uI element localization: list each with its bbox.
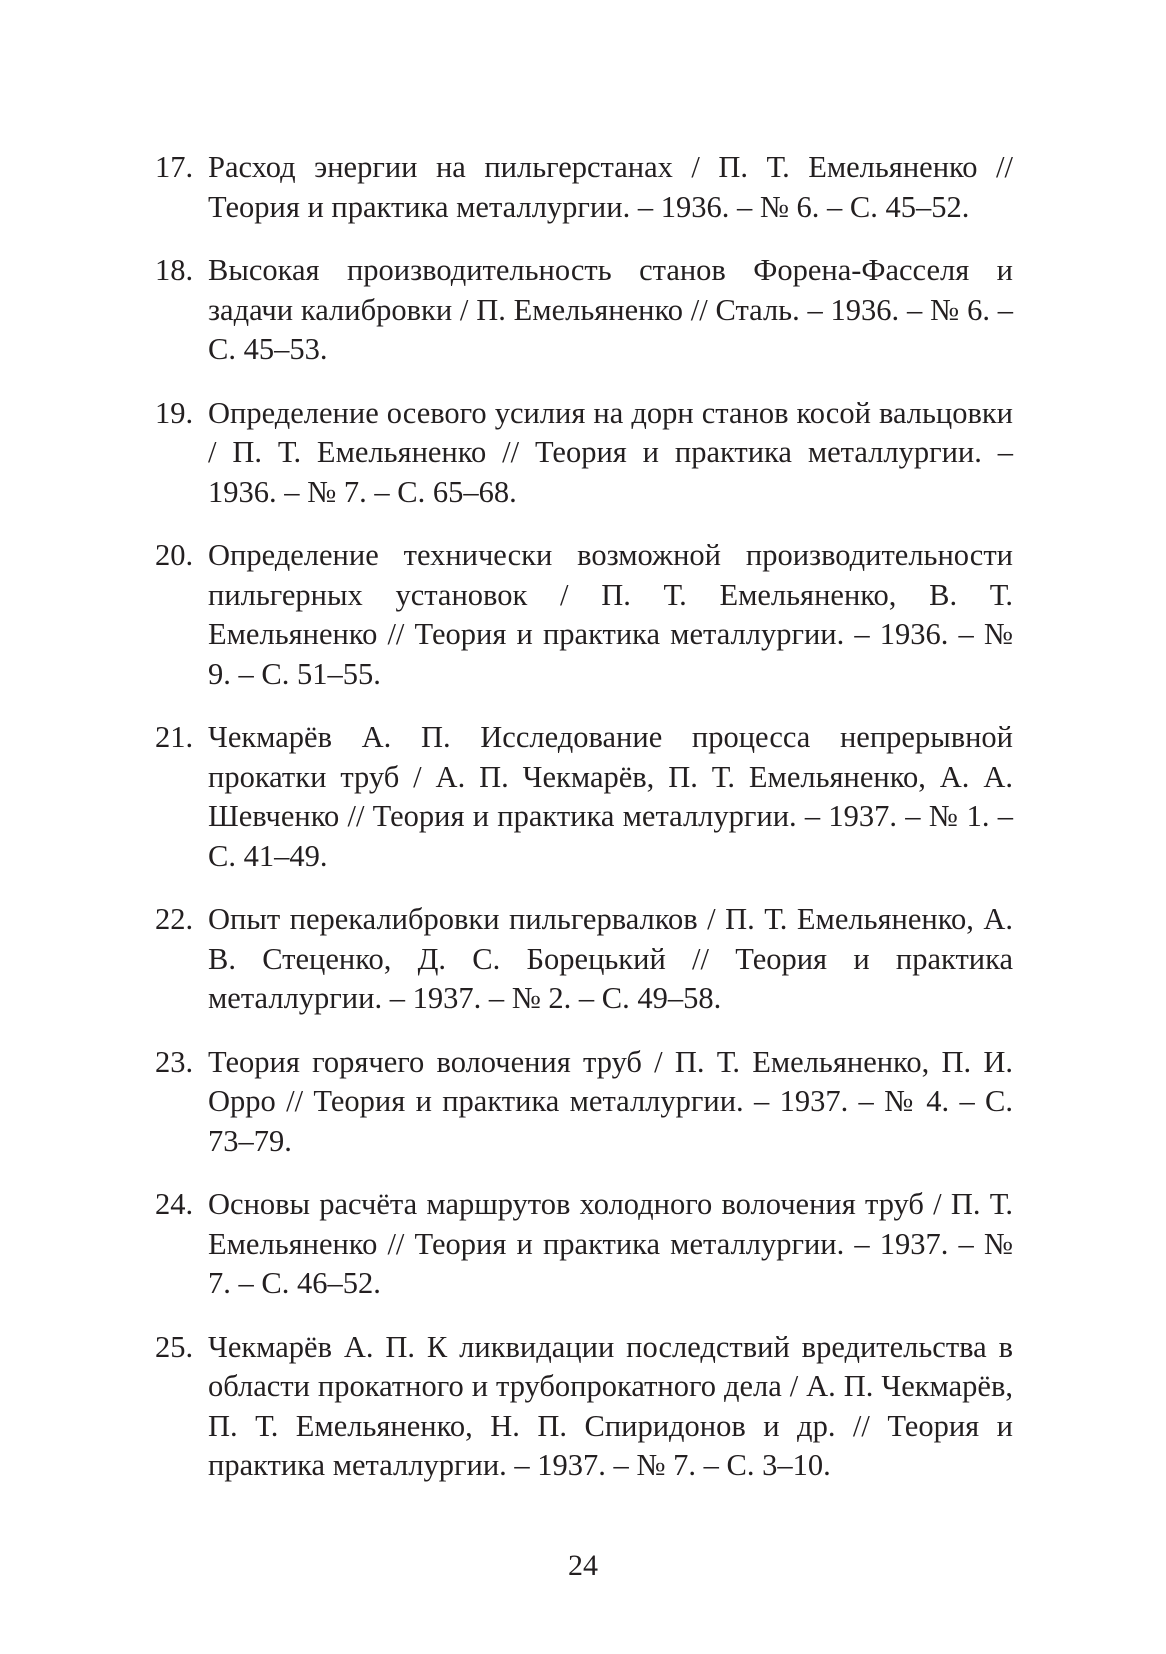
entry-number: 19. <box>155 395 194 430</box>
entry-text: Чекмарёв А. П. К ликвидации последствий вредительства в области прокатного и трубопрокатного дела / А. П. Чекмарёв, П. Т. Емельяненко, Н. П. Спиридонов и др. // Теория и практика металлургии. – 1937. – № 7. – С. 3–10. <box>208 1329 1013 1482</box>
entry-text: Опыт перекалибровки пильгервалков / П. Т. Емельяненко, А. В. Стеценко, Д. С. Борецький // Теория и практика металлургии. – 1937. – № 2. – С. 49–58. <box>208 902 1013 1015</box>
entry-text: Высокая производительность станов Форена-Фасселя и задачи калибровки / П. Емельяненко // Сталь. – 1936. – № 6. – С. 45–53. <box>208 253 1013 366</box>
bibliography-entry-24 <box>155 1185 1013 1304</box>
bibliography-entry-25 <box>155 1328 1013 1486</box>
bibliography-entry-17 <box>155 148 1013 227</box>
bibliography-list <box>155 148 1013 1510</box>
entry-text: Определение осевого усилия на дорн станов косой вальцовки / П. Т. Емельяненко // Теория и практика металлургии. – 1936. – № 7. – С. 65–68. <box>208 395 1013 509</box>
entry-text: Чекмарёв А. П. Исследование процесса непрерывной прокатки труб / А. П. Чекмарёв, П. Т. Емельяненко, А. А. Шевченко // Теория и практика металлургии. – 1937. – № 1. – С. 41–49. <box>208 720 1013 873</box>
page-number: 24 <box>568 1549 598 1582</box>
bibliography-entry-23 <box>155 1043 1013 1162</box>
entry-number: 25. <box>155 1329 194 1364</box>
bibliography-entry-20 <box>155 536 1013 694</box>
entry-number: 22. <box>155 902 194 936</box>
entry-number: 24. <box>155 1187 194 1221</box>
bibliography-entry-19 <box>155 394 1013 513</box>
entry-text: Расход энергии на пильгерстанах / П. Т. Емельяненко // Теория и практика металлургии. – 1936. – № 6. – С. 45–52. <box>208 150 1013 224</box>
bibliography-entry-18 <box>155 251 1013 370</box>
bibliography-entry-21 <box>155 718 1013 876</box>
entry-text: Основы расчёта маршрутов холодного волочения труб / П. Т. Емельяненко // Теория и практика металлургии. – 1937. – № 7. – С. 46–52. <box>208 1187 1013 1300</box>
entry-number: 23. <box>155 1044 194 1079</box>
bibliography-entry-22 <box>155 900 1013 1019</box>
entry-text: Определение технически возможной производительности пильгерных установок / П. Т. Емельяненко, В. Т. Емельяненко // Теория и практика металлургии. – 1936. – № 9. – С. 51–55. <box>208 538 1013 691</box>
entry-text: Теория горячего волочения труб / П. Т. Емельяненко, П. И. Орро // Теория и практика металлургии. – 1937. – № 4. – С. 73–79. <box>208 1044 1013 1158</box>
entry-number: 18. <box>155 253 194 287</box>
entry-number: 21. <box>155 720 194 754</box>
entry-number: 20. <box>155 538 194 572</box>
entry-number: 17. <box>155 150 194 184</box>
